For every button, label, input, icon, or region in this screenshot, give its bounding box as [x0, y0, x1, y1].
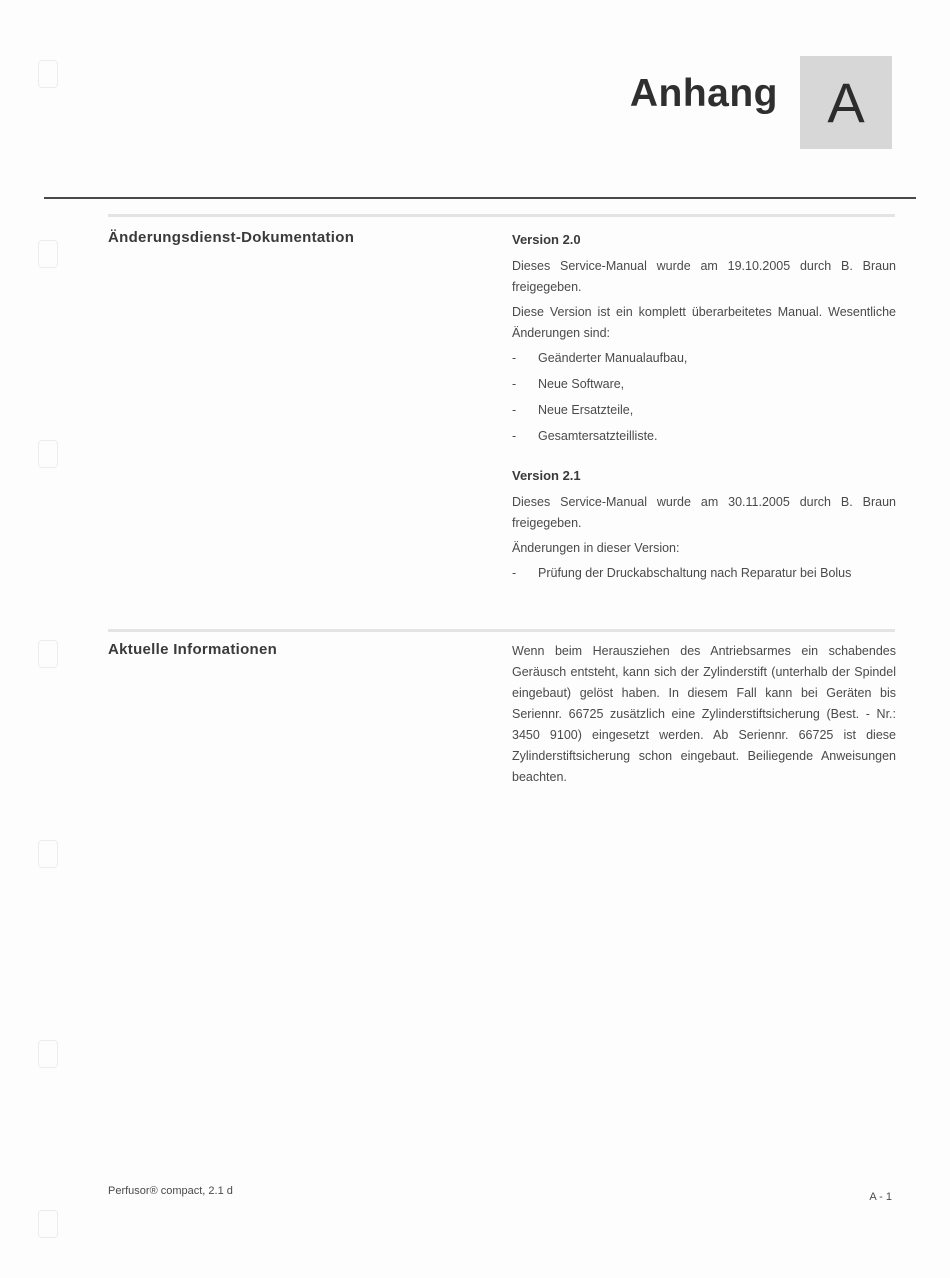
- list-dash: -: [512, 351, 517, 365]
- list-item-text: Prüfung der Druckabschaltung nach Reparatur bei Bolus: [538, 566, 852, 580]
- version-block: [512, 465, 896, 584]
- paragraph: Dieses Service-Manual wurde am 30.11.2005 durch B. Braun freigegeben.: [512, 495, 896, 530]
- chapter-letter-box: [800, 56, 892, 149]
- list-item: [512, 563, 896, 584]
- list-item-text: Neue Ersatzteile,: [538, 403, 634, 417]
- punch-hole: [38, 1040, 58, 1068]
- list-item: [512, 348, 896, 369]
- paragraph: Diese Version ist ein komplett überarbeitetes Manual. Wesentliche Änderungen sind:: [512, 305, 896, 340]
- list-item: [512, 374, 896, 395]
- change-list: [512, 563, 896, 584]
- paragraph: Änderungen in dieser Version:: [512, 541, 680, 555]
- list-dash: -: [512, 403, 517, 417]
- punch-hole: [38, 440, 58, 468]
- list-dash: -: [512, 429, 517, 443]
- list-dash: -: [512, 566, 517, 580]
- list-item-text: Gesamtersatzteilliste.: [538, 429, 658, 443]
- section-divider: [108, 214, 895, 217]
- list-item: [512, 426, 896, 447]
- list-item: [512, 400, 896, 421]
- chapter-title: Anhang: [629, 72, 778, 115]
- paragraph: Wenn beim Herausziehen des Antriebsarmes ein schabendes Geräusch entsteht, kann sich der Zylinderstift (unterhalb der Spindel eingebaut) gelöst haben. In diesem Fall kann bei Geräten bis Seriennr. 66725 zusätzlich eine Zylinderstiftsicherung (Best. - Nr.: 3450 9100) eingesetzt werden. Ab Seriennr. 66725 ist diese Zylinderstiftsicherung schon eingebaut. Beiliegende Anweisungen beachten.: [512, 644, 896, 784]
- section-divider: [108, 629, 895, 632]
- list-item-text: Neue Software,: [538, 377, 625, 391]
- change-doc-content: [512, 229, 896, 594]
- current-info-content: [512, 641, 896, 792]
- punch-hole: [38, 640, 58, 668]
- footer-product: Perfusor® compact, 2.1 d: [108, 1185, 233, 1197]
- chapter-letter: A: [827, 71, 865, 134]
- footer-page-number: A - 1: [869, 1191, 892, 1203]
- punch-hole: [38, 1210, 58, 1238]
- list-item-text: Geänderter Manualaufbau,: [538, 351, 688, 365]
- version-block: [512, 229, 896, 447]
- punch-hole: [38, 60, 58, 88]
- binding-strip: [30, 20, 70, 1260]
- version-heading: Version 2.0: [512, 232, 581, 247]
- punch-hole: [38, 840, 58, 868]
- list-dash: -: [512, 377, 517, 391]
- change-list: [512, 348, 896, 447]
- paragraph: Dieses Service-Manual wurde am 19.10.2005 durch B. Braun freigegeben.: [512, 259, 896, 294]
- section-heading-change-doc: Änderungsdienst-Dokumentation: [108, 229, 355, 246]
- header-rule: [44, 197, 916, 199]
- section-heading-current-info: Aktuelle Informationen: [108, 641, 278, 658]
- punch-hole: [38, 240, 58, 268]
- version-heading: Version 2.1: [512, 468, 581, 483]
